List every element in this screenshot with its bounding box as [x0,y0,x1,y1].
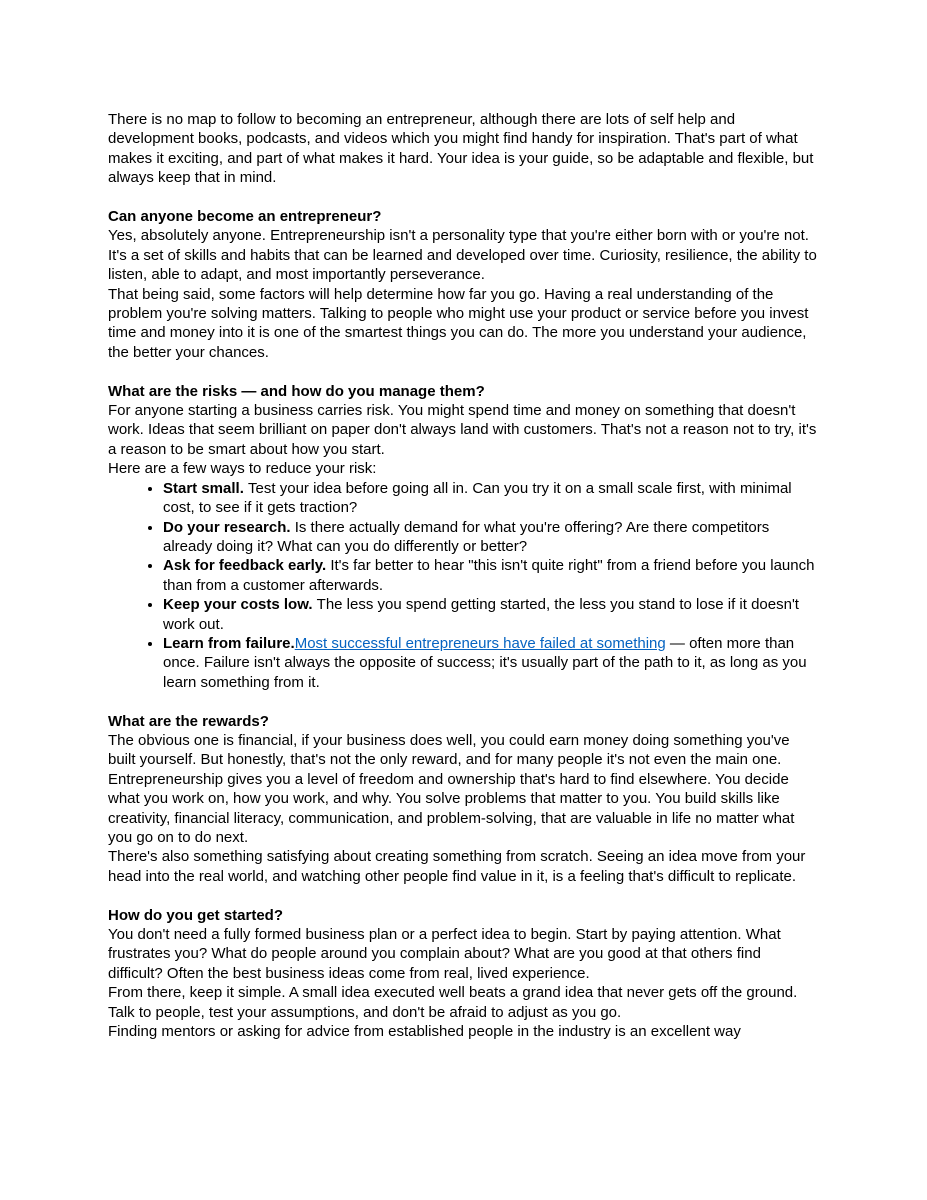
text-run: Yes, absolutely anyone. Entrepreneurship isn't a personality type that you're either born with or you're not. It's a set of skills and habits that can be learned and developed over time. Curiosity, resilience, the ability to listen, able to adapt, and most importantly perseverance. [108,227,817,284]
hyperlink[interactable]: Most successful entrepreneurs have failed at something [294,634,666,652]
paragraph [108,1022,819,1041]
bold-text-run: Learn from failure. [163,634,295,652]
text-run: It's far better to hear "this isn't quite right" from a friend before you launch than from a customer afterwards. [163,557,815,594]
text-run: Here are a few ways to reduce your risk: [108,460,377,478]
section-heading [108,906,819,925]
paragraph [108,285,819,363]
paragraph [108,401,819,459]
paragraph [108,226,819,284]
bullet-list-item [163,595,819,634]
paragraph [108,110,819,188]
text-run: Finding mentors or asking for advice from established people in the industry is an excellent way [108,1023,741,1041]
text-run: There's also something satisfying about creating something from scratch. Seeing an idea move from your head into the real world, and watching other people find value in it, is a feeling that's difficult to replicate. [108,848,806,885]
text-run: Is there actually demand for what you're offering? Are there competitors already doing it? What can you do differently or better? [163,518,770,555]
bold-text-run: How do you get started? [108,906,284,924]
paragraph [108,770,819,848]
bold-text-run: Can anyone become an entrepreneur? [108,208,382,226]
bullet-list-item [163,556,819,595]
paragraph [108,731,819,770]
text-run: You don't need a fully formed business plan or a perfect idea to begin. Start by paying attention. What frustrates you? What do people around you complain about? What are you good at that others find difficult? Often the best business ideas come from real, lived experience. [108,926,781,982]
text-run: Test your idea before going all in. Can you try it on a small scale first, with minimal cost, to see if it gets traction? [163,479,792,517]
paragraph [108,847,819,886]
text-run: Entrepreneurship gives you a level of freedom and ownership that's hard to find elsewhere. You decide what you work on, how you work, and why. You solve problems that matter to you. You build skills like creativity, financial literacy, communication, and problem-solving, that are valuable in life no matter what you go on to do next. [108,770,795,846]
paragraph [108,925,819,983]
paragraph [108,459,819,478]
bullet-list-item [163,479,819,518]
bold-text-run: Keep your costs low. [163,596,317,614]
bold-text-run: Start small. [163,479,249,497]
section-heading [108,712,819,731]
bold-text-run: Do your research. [163,518,295,536]
text-run: That being said, some factors will help determine how far you go. Having a real understanding of the problem you're solving matters. Talking to people who might use your product or service before you invest time and money into it is one of the smartest things you can do. The more you understand your audience, the better your chances. [108,285,809,361]
text-run: — often more than once. Failure isn't always the opposite of success; it's usually part of the path to it, as long as you learn something from it. [163,634,807,691]
document-content [108,110,819,1041]
paragraph [108,983,819,1022]
bold-text-run: Ask for feedback early. [163,557,331,575]
text-run: There is no map to follow to becoming an entrepreneur, although there are lots of self help and development books, podcasts, and videos which you might find handy for inspiration. That's part of what makes it exciting, and part of what makes it hard. Your idea is your guide, so be adaptable and flexible, but always keep that in mind. [108,111,814,187]
bullet-list [108,479,819,692]
bold-text-run: What are the rewards? [108,712,269,730]
text-run: The obvious one is financial, if your business does well, you could earn money doing something you've built yourself. But honestly, that's not the only reward, and for many people it's not even the main one. [108,731,790,769]
section-heading [108,382,819,401]
bullet-list-item [163,518,819,557]
bullet-list-item [163,634,819,692]
text-run: The less you spend getting started, the less you stand to lose if it doesn't work out. [163,596,799,633]
text-run: From there, keep it simple. A small idea executed well beats a grand idea that never gets off the ground. Talk to people, test your assumptions, and don't be afraid to adjust as you go. [108,984,798,1021]
bold-text-run: What are the risks — and how do you manage them? [108,382,485,400]
text-run: For anyone starting a business carries risk. You might spend time and money on something that doesn't work. Ideas that seem brilliant on paper don't always land with customers. That's not a reason not to try, it's a reason to be smart about how you start. [108,402,817,458]
section-heading [108,207,819,226]
